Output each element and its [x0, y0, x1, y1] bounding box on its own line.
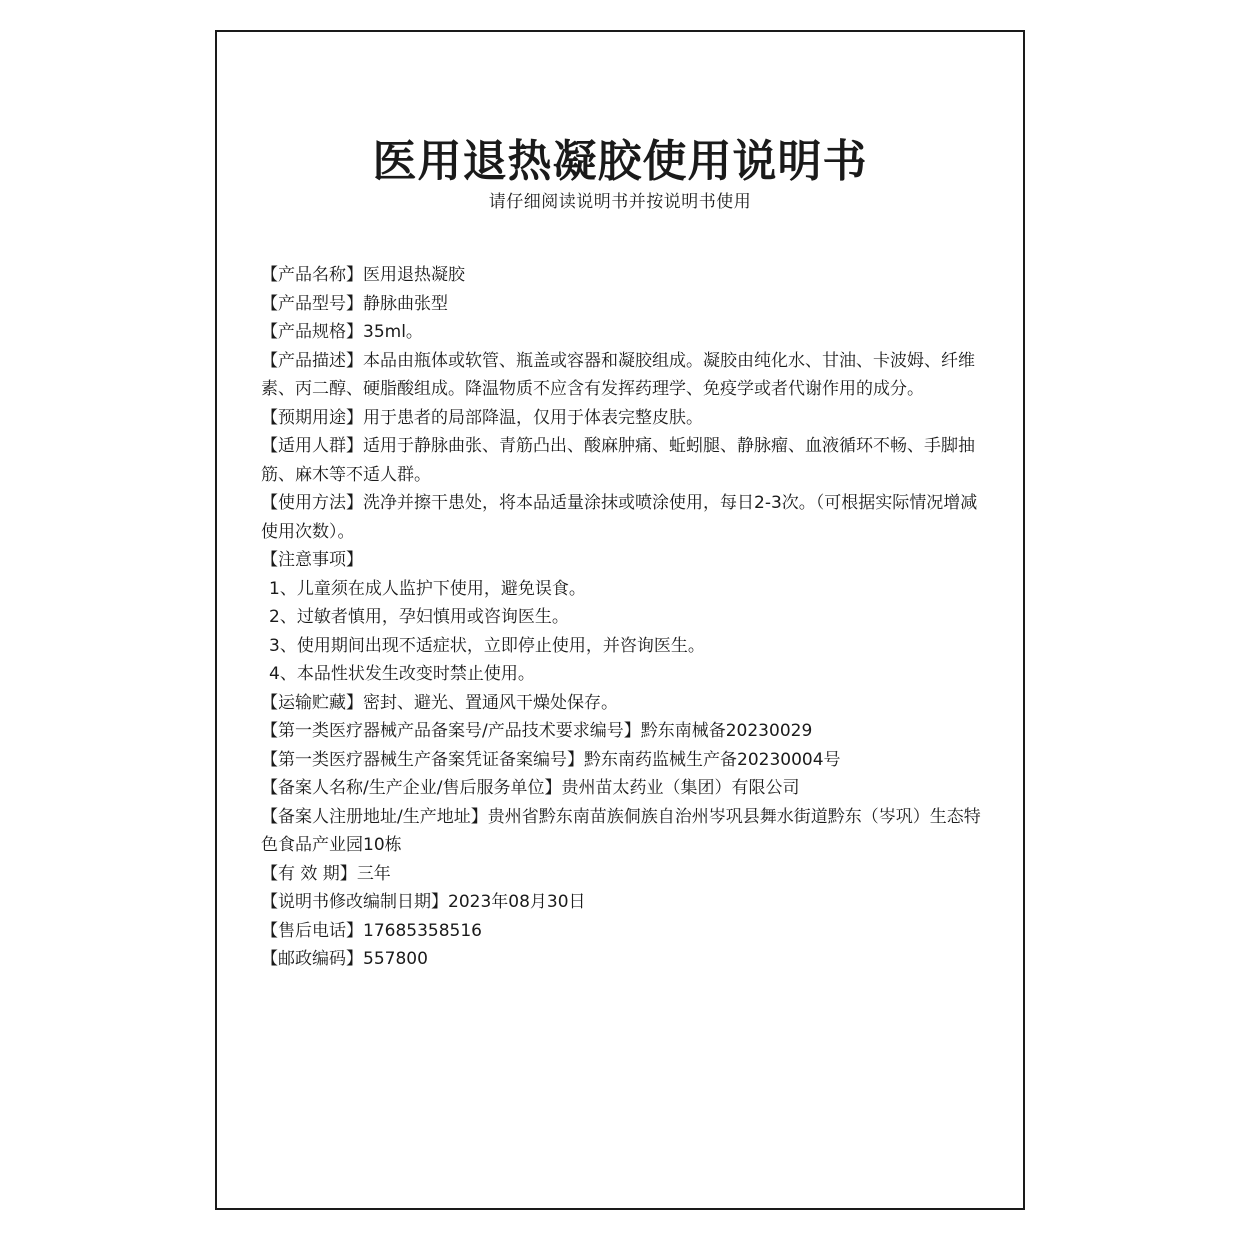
field-value: 黔东南药监械生产备20230004号: [584, 749, 841, 770]
field-label: 【产品型号】: [261, 293, 363, 314]
field-label: 【邮政编码】: [261, 949, 363, 969]
field-label: 【注意事项】: [261, 550, 363, 570]
field-label: 【产品规格】: [261, 322, 363, 342]
field-service-phone: [261, 917, 981, 946]
field-label: 【适用人群】: [261, 436, 363, 456]
field-value: 贵州省黔东南苗族侗族自治州岑巩县舞水街道黔东（岑巩）生态特色食品产业园10栋: [261, 806, 981, 855]
document-title: 医用退热凝胶使用说明书: [372, 136, 868, 187]
precaution-item: 1、儿童须在成人监护下使用，避免误食。: [269, 578, 586, 599]
precaution-item: 4、本品性状发生改变时禁止使用。: [269, 664, 535, 684]
field-value: 三年: [356, 863, 391, 884]
field-revision-date: [261, 888, 981, 917]
field-value: 密封、避光、置通风干燥处保存。: [363, 692, 618, 713]
field-production-filing-number: [261, 746, 981, 775]
field-validity: [261, 860, 981, 889]
field-label: 【产品名称】: [261, 265, 363, 285]
field-label: 【产品描述】: [261, 350, 363, 371]
field-product-name: [261, 261, 981, 290]
field-target-users: [261, 432, 981, 489]
field-product-model: [261, 290, 981, 319]
field-value: 用于患者的局部降温，仅用于体表完整皮肤。: [363, 407, 703, 428]
field-value: 557800: [363, 949, 428, 969]
precaution-item: 2、过敏者慎用，孕妇慎用或咨询医生。: [269, 607, 569, 627]
field-value: 2023年08月30日: [448, 892, 586, 912]
field-storage: [261, 689, 981, 718]
field-value: 静脉曲张型: [363, 293, 448, 314]
field-value: 黔东南械备20230029: [640, 721, 813, 741]
instruction-sheet: [215, 30, 1025, 1210]
field-label: 【运输贮藏】: [261, 692, 363, 713]
precaution-item: 3、使用期间出现不适症状，立即停止使用，并咨询医生。: [269, 635, 705, 656]
field-value: 洗净并擦干患处，将本品适量涂抹或喷涂使用，每日2-3次。（可根据实际情况增减使用次数）。: [261, 493, 978, 542]
field-label: 【预期用途】: [261, 407, 363, 428]
field-filing-number: [261, 717, 981, 746]
field-product-description: [261, 347, 981, 404]
field-label: 【第一类医疗器械产品备案号/产品技术要求编号】: [261, 721, 641, 741]
field-label: 【备案人注册地址/生产地址】: [261, 806, 488, 827]
field-label: 【说明书修改编制日期】: [261, 892, 448, 912]
field-value: 35ml。: [363, 322, 423, 342]
field-value: 医用退热凝胶: [363, 265, 465, 285]
field-value: 17685358516: [363, 920, 482, 941]
field-label: 【有 效 期】: [261, 863, 357, 884]
field-value: 本品由瓶体或软管、瓶盖或容器和凝胶组成。凝胶由纯化水、甘油、卡波姆、纤维素、丙二醇、硬脂酸组成。降温物质不应含有发挥药理学、免疫学或者代谢作用的成分。: [261, 350, 975, 399]
field-usage: [261, 489, 981, 546]
field-address: [261, 803, 981, 860]
document-subtitle: 请仔细阅读说明书并按说明书使用: [488, 192, 752, 212]
field-label: 【第一类医疗器械生产备案凭证备案编号】: [261, 749, 584, 770]
field-label: 【使用方法】: [261, 493, 363, 513]
field-value: 贵州苗太药业（集团）有限公司: [561, 778, 800, 798]
field-postal-code: [261, 945, 981, 974]
field-label: 【备案人名称/生产企业/售后服务单位】: [261, 778, 562, 798]
document-body: [261, 261, 981, 974]
field-precautions: [261, 546, 981, 575]
field-product-spec: [261, 318, 981, 347]
field-manufacturer: [261, 774, 981, 803]
field-intended-use: [261, 404, 981, 433]
field-value: 适用于静脉曲张、青筋凸出、酸麻肿痛、蚯蚓腿、静脉瘤、血液循环不畅、手脚抽筋、麻木等不适人群。: [261, 436, 975, 485]
field-label: 【售后电话】: [261, 920, 363, 941]
